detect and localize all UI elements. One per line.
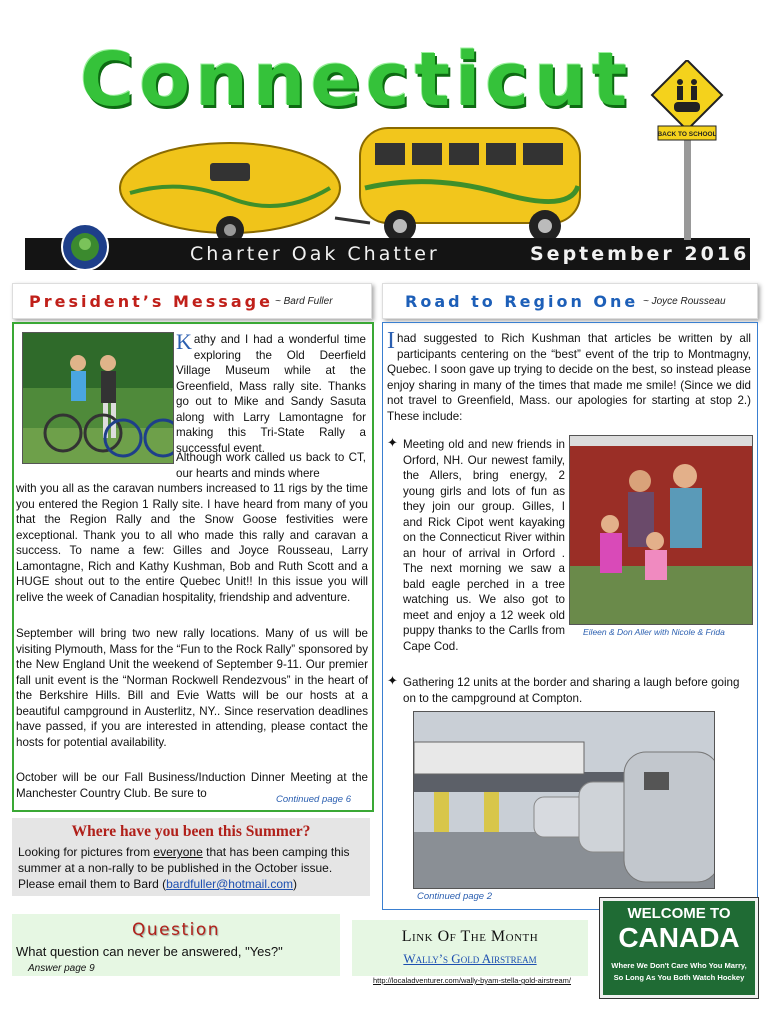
road-to-region-byline: ~ Joyce Rousseau [643, 296, 726, 307]
bullet-2-icon: ✦ [387, 673, 398, 688]
road-to-region-box [382, 322, 758, 910]
canada-sign-line-3: Where We Don't Care Who You Marry, [611, 961, 747, 970]
presidents-message-p1-text: athy and I had a wonderful time exploring the Old Deerfield Village Museum while at the Greenfield, Mass rally site. Thanks go out to Mike and Sandy Sasuta along with Larry Lamontagne for making this Tri-State Rally a successful event. [176, 333, 366, 455]
wallys-gold-airstream-link[interactable]: Wally’s Gold Airstream [403, 951, 537, 966]
question-box [12, 914, 340, 976]
presidents-message-paragraph-3: September will bring two new rally locations. Many of us will be visiting Plymouth, Mass for the “Fun to the Rock Rally” sponsored by the New England Unit the weekend of September 9-11. Our premier fall unit event is the “Norman Rockwell Rendezvous” in the heart of the Berkshire Hills. Bill and Evie Watts will be our hosts at a beautiful campground in Austerlitz, NY.. Since reservation deadlines have passed, if you are interested in attending, please contact the hosts for potential availability. [16, 627, 368, 749]
question-text: What question can never be answered, "Yes?" [16, 944, 283, 959]
presidents-message-paragraph-2a: Although work called us back to CT, our hearts and minds where [176, 451, 366, 480]
bus-and-trailer-illustration [100, 108, 620, 248]
summer-photos-box [12, 818, 370, 896]
family-image [570, 436, 752, 624]
summer-photos-text: Looking for pictures from everyone that has been camping this summer at a non-rally to be published in the October issue. Please email them to Bard (bardfuller@hotmail.com) [18, 845, 350, 891]
canada-sign-line-4: So Long As You Both Watch Hockey [613, 973, 745, 982]
road-to-region-dropcap: I [387, 328, 395, 354]
presidents-message-header [12, 283, 372, 319]
answer-reference: Answer page 9 [28, 963, 95, 974]
issue-date: September 2016 [530, 243, 750, 265]
couple-with-bicycles-image [23, 333, 173, 463]
sign-text: BACK TO SCHOOL [657, 131, 717, 138]
question-heading: Question [131, 920, 221, 940]
road-intro-text: had suggested to Rich Kushman that articles be written by all participants centering on the “best” event of the trip to Montmagny, Quebec. I soon gave up trying to decide on the best, so instead please enjoy sharing in many of the times that made me smile! (Since we did not travel to Greenfield, Mass. our apologies for starting at stop 2.) These include: [387, 332, 751, 423]
summer-text-underlined: everyone [153, 845, 203, 859]
bard-kathy-photo [22, 332, 174, 464]
presidents-message-heading: President’s Message [29, 292, 273, 311]
presidents-message-byline: ~ Bard Fuller [275, 296, 333, 307]
airstreams-at-border-image [414, 712, 714, 888]
presidents-message-paragraph-2b: with you all as the caravan numbers increased to 11 rigs by the time you entered the Region 1 Rally site. I have heard from many of you that the Region Rally and the Snow Goose festivities were exceptional. Thank you to all who made this rally and caravan a success. To name a few: Gilles and Joyce Rousseau, Larry Lamontagne, Rich and Kathy Kushman, Bob and Ruth Scott and a HUGE shout out to the entire Quebec Unit!! In this issue you will relive the week of Canadian hospitality, friendship and adventure. [16, 482, 368, 604]
presidents-message-paragraph-4: October will be our Fall Business/Induction Dinner Meeting at the Manchester Country Club. Be sure to [16, 771, 368, 800]
presidents-message-continued-link[interactable]: Continued page 6 [276, 794, 352, 805]
summer-photos-heading: Where have you been this Summer? [71, 823, 311, 840]
club-seal-icon [60, 222, 110, 272]
link-of-month-box [352, 920, 588, 976]
aller-family-photo [569, 435, 753, 625]
family-photo-caption: Eileen & Don Aller with Nicole & Frida [583, 627, 725, 637]
road-to-region-heading: Road to Region One [405, 292, 639, 311]
border-crossing-photo [413, 711, 715, 889]
school-crossing-sign-icon [650, 60, 725, 240]
welcome-to-canada-sign [600, 898, 758, 998]
summer-text-1: Looking for pictures from [18, 845, 151, 859]
road-to-region-continued-link[interactable]: Continued page 2 [417, 891, 493, 902]
summer-text-2: that has been camping this summer at a non-rally to be published in the October issue. Please email them to Bard [18, 845, 350, 891]
link-of-month-heading: Link Of The Month [401, 928, 539, 945]
road-to-region-bullet-2: Gathering 12 units at the border and sharing a laugh before going on to the campground at Compton. [403, 676, 740, 705]
presidents-message-paragraph-1 [176, 329, 366, 456]
airstream-url-text[interactable]: http://localadventurer.com/wally-byam-stella-gold-airstream/ [373, 976, 571, 985]
masthead-title: Connecticut [80, 37, 633, 123]
bullet-1-icon: ✦ [387, 435, 398, 450]
airstream-url-link[interactable] [352, 976, 592, 985]
newsletter-name: Charter Oak Chatter [190, 243, 440, 265]
presidents-message-box [12, 322, 374, 812]
road-to-region-header [382, 283, 758, 319]
road-to-region-bullet-1: Meeting old and new friends in Orford, NH. Our newest family, the Allers, bring energy, 2 young girls and lots of fun as they join our group. Gilles, I and Rick Cipot went kayaking on the Connecticut River within an hour of arrival in Orford . The next morning we saw a bald eagle perched in a tree watching us. We also got to meet and enjoy a 12 week old puppy thanks to the Carlls from Cape Cod. [403, 438, 565, 653]
road-to-region-intro [387, 328, 751, 424]
bard-email-link[interactable]: bardfuller@hotmail.com [166, 877, 293, 891]
canada-sign-line-2: CANADA [618, 922, 740, 953]
presidents-message-dropcap: K [176, 329, 192, 354]
canada-sign-line-1: WELCOME TO [627, 905, 731, 922]
